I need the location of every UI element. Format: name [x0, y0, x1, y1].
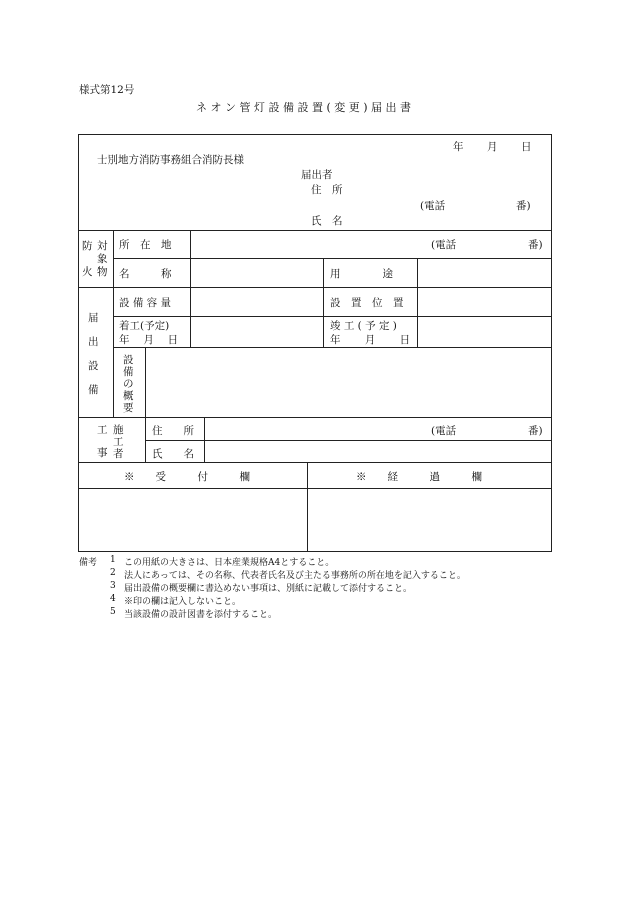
reception-column-label: ※ 受 付 欄 — [124, 471, 250, 483]
note-number: 3 — [110, 581, 116, 591]
equipment-capacity-label: 設 備 容 量 — [119, 297, 172, 309]
contractor-phone-label: (電話 — [431, 425, 457, 437]
target-phone-label: (電話 — [431, 239, 457, 251]
note-text: 届出設備の概要欄に書込めない事項は、別紙に記載して添付すること。 — [124, 584, 413, 594]
contractor-label-1: 工 — [97, 424, 108, 436]
overview-char-3: の — [123, 378, 134, 390]
equipment-group-char-3: 設 — [88, 360, 99, 372]
target-group-label-v1: 対 — [97, 240, 108, 252]
target-use-label: 用 途 — [330, 268, 393, 280]
addressee: 士別地方消防事務組合消防長様 — [97, 154, 244, 166]
notes-heading: 備考 — [79, 558, 98, 568]
applicant-phone-label: (電話 — [420, 200, 446, 212]
note-text: この用紙の大きさは、日本産業規格A4とすること。 — [124, 558, 335, 568]
note-text: 法人にあっては、その名称、代表者氏名及び主たる事務所の所在地を記入すること。 — [124, 571, 466, 581]
applicant-label: 届出者 — [301, 169, 333, 181]
target-group-label-v3: 物 — [97, 266, 108, 278]
target-group-label-2: 火 — [82, 266, 93, 278]
applicant-phone-suffix: 番) — [516, 200, 531, 212]
contractor-label-v2: 工 — [113, 436, 124, 448]
contractor-address-label: 住 所 — [152, 425, 194, 437]
overview-char-1: 設 — [123, 354, 134, 366]
equipment-group-char-4: 備 — [88, 384, 99, 396]
equipment-finish-date: 年 月 日 — [330, 334, 411, 346]
contractor-label-v1: 施 — [113, 424, 124, 436]
applicant-address-label: 住 所 — [311, 184, 343, 196]
note-number: 5 — [110, 607, 116, 617]
target-location-label: 所 在 地 — [119, 239, 172, 251]
target-phone-suffix: 番) — [528, 239, 543, 251]
overview-char-5: 要 — [123, 402, 134, 414]
applicant-name-label: 氏 名 — [311, 215, 343, 227]
target-group-label-1: 防 — [82, 240, 93, 252]
contractor-phone-suffix: 番) — [528, 425, 543, 437]
equipment-position-label: 設 置 位 置 — [330, 297, 404, 309]
note-text: ※印の欄は記入しないこと。 — [124, 597, 242, 607]
equipment-start-date: 年 月 日 — [119, 334, 179, 346]
overview-char-4: 概 — [123, 390, 134, 402]
contractor-label-v3: 者 — [113, 448, 124, 460]
contractor-label-2: 事 — [97, 447, 108, 459]
equipment-start-label: 着工(予定) — [119, 320, 170, 332]
form-title: ネ オ ン 管 灯 設 備 設 置 ( 変 更 ) 届 出 書 — [196, 101, 412, 114]
date-month-label: 月 — [487, 141, 498, 153]
note-number: 1 — [110, 555, 116, 565]
progress-column-label: ※ 経 過 欄 — [356, 471, 482, 483]
form-number: 様式第12号 — [79, 84, 135, 96]
equipment-group-char-1: 届 — [88, 312, 99, 324]
overview-char-2: 備 — [123, 366, 134, 378]
note-number: 2 — [110, 568, 116, 578]
contractor-name-label: 氏 名 — [152, 448, 194, 460]
note-number: 4 — [110, 594, 116, 604]
target-name-label: 名 称 — [119, 268, 172, 280]
date-day-label: 日 — [521, 141, 532, 153]
equipment-group-char-2: 出 — [88, 336, 99, 348]
date-year-label: 年 — [453, 141, 464, 153]
note-text: 当該設備の設計図書を添付すること。 — [124, 610, 278, 620]
equipment-finish-label: 竣 工 ( 予 定 ) — [330, 320, 397, 332]
target-group-label-v2: 象 — [97, 253, 108, 265]
